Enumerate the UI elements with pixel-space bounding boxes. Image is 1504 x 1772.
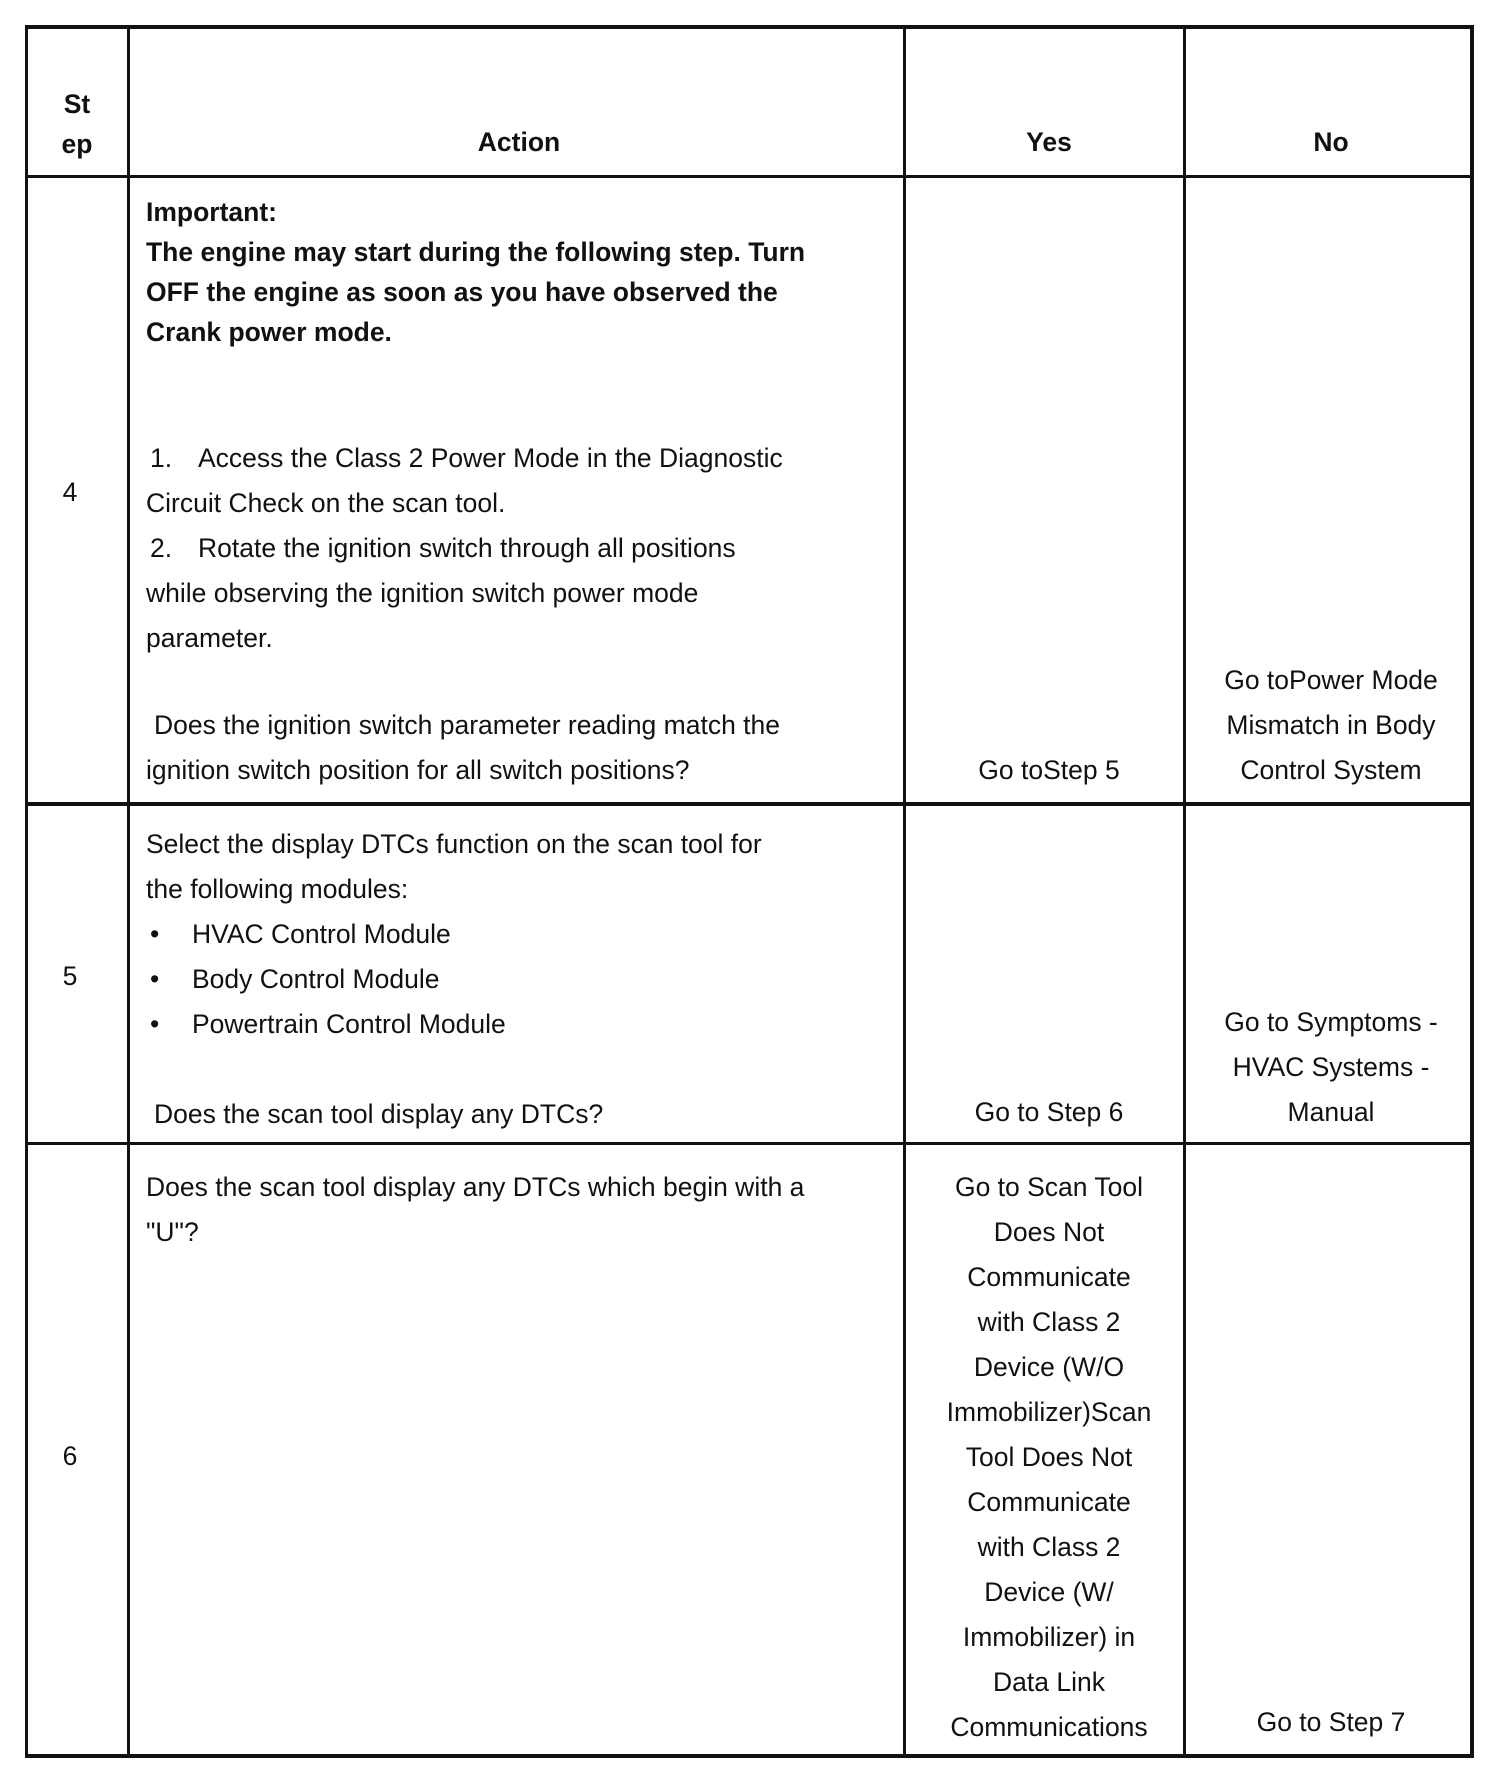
row-4-bottom-border [25, 802, 1474, 806]
table-top-border [25, 25, 1474, 29]
item-2-line2: while observing the ignition switch power mode [146, 578, 699, 608]
important-line1: The engine may start during the following step. Turn [146, 237, 806, 267]
row-4-no-line3: Control System [1240, 755, 1422, 785]
row-6-action [146, 1165, 886, 1255]
row-6-yes-line: Go to Scan Tool [954, 1172, 1144, 1202]
row-4-no-line2: Mismatch in Body [1226, 710, 1436, 740]
row-5-yes: Go to Step 6 [974, 1097, 1124, 1127]
item-1-line1: Access the Class 2 Power Mode in the Diagnostic [198, 443, 783, 473]
row-6-yes-line: Communications [950, 1712, 1148, 1742]
bullet-dot-icon: • [150, 1009, 160, 1039]
row-5-bottom-border [25, 1142, 1474, 1145]
important-label: Important: [146, 197, 278, 227]
row-6-yes-line: Tool Does Not [965, 1442, 1133, 1472]
row-6-yes-line: Data Link [993, 1667, 1105, 1697]
item-2-number: 2. [150, 533, 173, 563]
row-6-question-line2: "U"? [146, 1217, 199, 1247]
row-6-no: Go to Step 7 [1256, 1707, 1406, 1737]
header-step [27, 84, 127, 164]
question-line2: ignition switch position for all switch positions? [146, 755, 690, 785]
row-5-no-line1: Go to Symptoms - [1224, 1007, 1438, 1037]
step-item-1 [146, 436, 886, 481]
row-4-step: 4 [62, 477, 78, 507]
bullet-item [146, 912, 886, 957]
header-step-line1: St [63, 89, 91, 119]
step-item-2 [146, 526, 886, 571]
row-5-intro-line2: the following modules: [146, 874, 409, 904]
row-6-step: 6 [62, 1441, 78, 1471]
row-4-yes: Go toStep 5 [978, 755, 1120, 785]
question-line1: Does the ignition switch parameter reading match the [154, 710, 781, 740]
bullet-dot-icon: • [150, 919, 160, 949]
row-6-yes-line: with Class 2 [977, 1532, 1121, 1562]
item-2-line3: parameter. [146, 623, 273, 653]
row-6-yes-line: Immobilizer)Scan [946, 1397, 1152, 1427]
row-6-yes-line: Does Not [993, 1217, 1105, 1247]
row-6-yes-line: with Class 2 [977, 1307, 1121, 1337]
col-step-border [127, 25, 130, 1758]
row-6-yes-line: Communicate [967, 1262, 1131, 1292]
bullet-dot-icon: • [150, 964, 160, 994]
item-1-line2: Circuit Check on the scan tool. [146, 488, 506, 518]
bullet-text: Body Control Module [192, 964, 440, 994]
bullet-item [146, 957, 886, 1002]
important-line3: Crank power mode. [146, 317, 392, 347]
row-4-question [146, 703, 886, 793]
col-action-border [903, 25, 906, 1758]
row-5-question: Does the scan tool display any DTCs? [154, 1099, 604, 1129]
item-2-line1: Rotate the ignition switch through all positions [198, 533, 736, 563]
bullet-item [146, 1002, 886, 1047]
row-6-yes-line: Device (W/O [973, 1352, 1125, 1382]
row-6-yes-line: Immobilizer) in [962, 1622, 1136, 1652]
header-no: No [1313, 127, 1349, 157]
item-1-number: 1. [150, 443, 173, 473]
row-5-intro-line1: Select the display DTCs function on the scan tool for [146, 829, 762, 859]
header-bottom-border [25, 175, 1474, 178]
row-5-no-line3: Manual [1287, 1097, 1375, 1127]
header-yes: Yes [1026, 127, 1072, 157]
table-left-border [25, 25, 28, 1758]
row-6-yes-line: Device (W/ [984, 1577, 1114, 1607]
row-6-yes [910, 1165, 1188, 1750]
row-4-steps [146, 436, 886, 661]
bullet-text: HVAC Control Module [192, 919, 451, 949]
table-right-border [1470, 25, 1474, 1758]
row-4-no [1190, 658, 1472, 793]
row-5-step: 5 [62, 961, 78, 991]
row-6-yes-line: Communicate [967, 1487, 1131, 1517]
important-line2: OFF the engine as soon as you have observed the [146, 277, 778, 307]
bullet-text: Powertrain Control Module [192, 1009, 506, 1039]
row-5-no-line2: HVAC Systems - [1232, 1052, 1430, 1082]
table-bottom-border [25, 1754, 1474, 1758]
row-6-question-line1: Does the scan tool display any DTCs which begin with a [146, 1172, 805, 1202]
row-4-no-line1: Go toPower Mode [1224, 665, 1438, 695]
row-5-action [146, 822, 886, 1137]
header-action: Action [477, 127, 561, 157]
row-5-no [1190, 1000, 1472, 1135]
header-step-line2: ep [61, 129, 93, 159]
row-4-important [146, 192, 886, 352]
